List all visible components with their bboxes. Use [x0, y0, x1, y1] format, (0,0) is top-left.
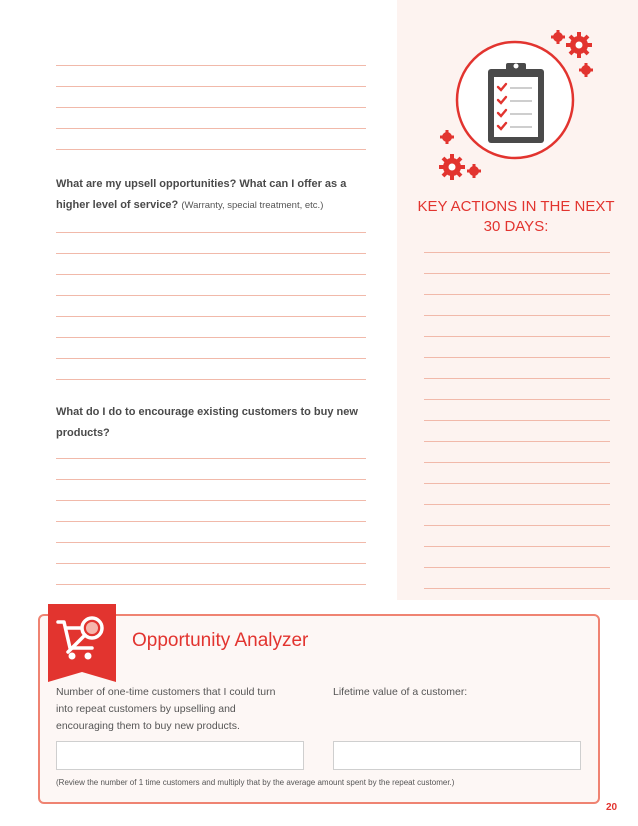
writing-line[interactable] [424, 378, 610, 379]
writing-line[interactable] [424, 483, 610, 484]
lifetime-value-label: Lifetime value of a customer: [333, 686, 468, 698]
writing-line[interactable] [56, 295, 366, 296]
writing-line[interactable] [56, 128, 366, 129]
writing-line[interactable] [56, 458, 366, 459]
writing-line[interactable] [424, 462, 610, 463]
shopping-cart-magnifier-icon [48, 604, 116, 672]
writing-line[interactable] [424, 315, 610, 316]
writing-line[interactable] [424, 420, 610, 421]
upsell-question-note: (Warranty, special treatment, etc.) [181, 200, 324, 211]
new-products-question-text: What do I do to encourage existing customers to buy new products? [56, 406, 358, 439]
writing-line[interactable] [424, 273, 610, 274]
analyzer-instruction-note: (Review the number of 1 time customers and multiply that by the average amount spent by the repeat customer.) [56, 778, 455, 787]
writing-line[interactable] [424, 567, 610, 568]
writing-line[interactable] [56, 253, 366, 254]
upsell-question [56, 174, 366, 216]
one-time-customers-label: Number of one-time customers that I could turn into repeat customers by upselling and encouraging them to buy new products. [56, 686, 276, 732]
writing-line[interactable] [56, 316, 366, 317]
clipboard-checklist-gears-icon [430, 25, 605, 185]
writing-line[interactable] [424, 294, 610, 295]
analyzer-icon-notch [48, 672, 116, 682]
writing-line[interactable] [56, 542, 366, 543]
writing-line[interactable] [424, 399, 610, 400]
new-products-question [56, 402, 366, 444]
lifetime-value-input[interactable] [333, 741, 581, 770]
writing-line[interactable] [424, 441, 610, 442]
writing-line[interactable] [56, 149, 366, 150]
writing-line[interactable] [424, 546, 610, 547]
writing-line[interactable] [56, 337, 366, 338]
analyzer-title: Opportunity Analyzer [132, 630, 309, 651]
writing-line[interactable] [56, 232, 366, 233]
writing-line[interactable] [56, 563, 366, 564]
one-time-customers-input[interactable] [56, 741, 304, 770]
writing-line[interactable] [56, 107, 366, 108]
key-actions-title: KEY ACTIONS IN THE NEXT 30 DAYS: [417, 198, 615, 235]
writing-line[interactable] [56, 86, 366, 87]
writing-line[interactable] [424, 504, 610, 505]
upsell-question-text: What are my upsell opportunities? What can I offer as a higher level of service? [56, 178, 347, 211]
writing-line[interactable] [56, 521, 366, 522]
writing-line[interactable] [56, 274, 366, 275]
writing-line[interactable] [424, 252, 610, 253]
analyzer-icon-badge [48, 604, 116, 672]
writing-line[interactable] [56, 479, 366, 480]
page-number: 20 [606, 802, 618, 813]
writing-line[interactable] [56, 500, 366, 501]
writing-line[interactable] [56, 584, 366, 585]
writing-line[interactable] [424, 525, 610, 526]
writing-line[interactable] [424, 588, 610, 589]
writing-line[interactable] [424, 336, 610, 337]
writing-line[interactable] [424, 357, 610, 358]
writing-line[interactable] [56, 65, 366, 66]
writing-line[interactable] [56, 379, 366, 380]
writing-line[interactable] [56, 358, 366, 359]
